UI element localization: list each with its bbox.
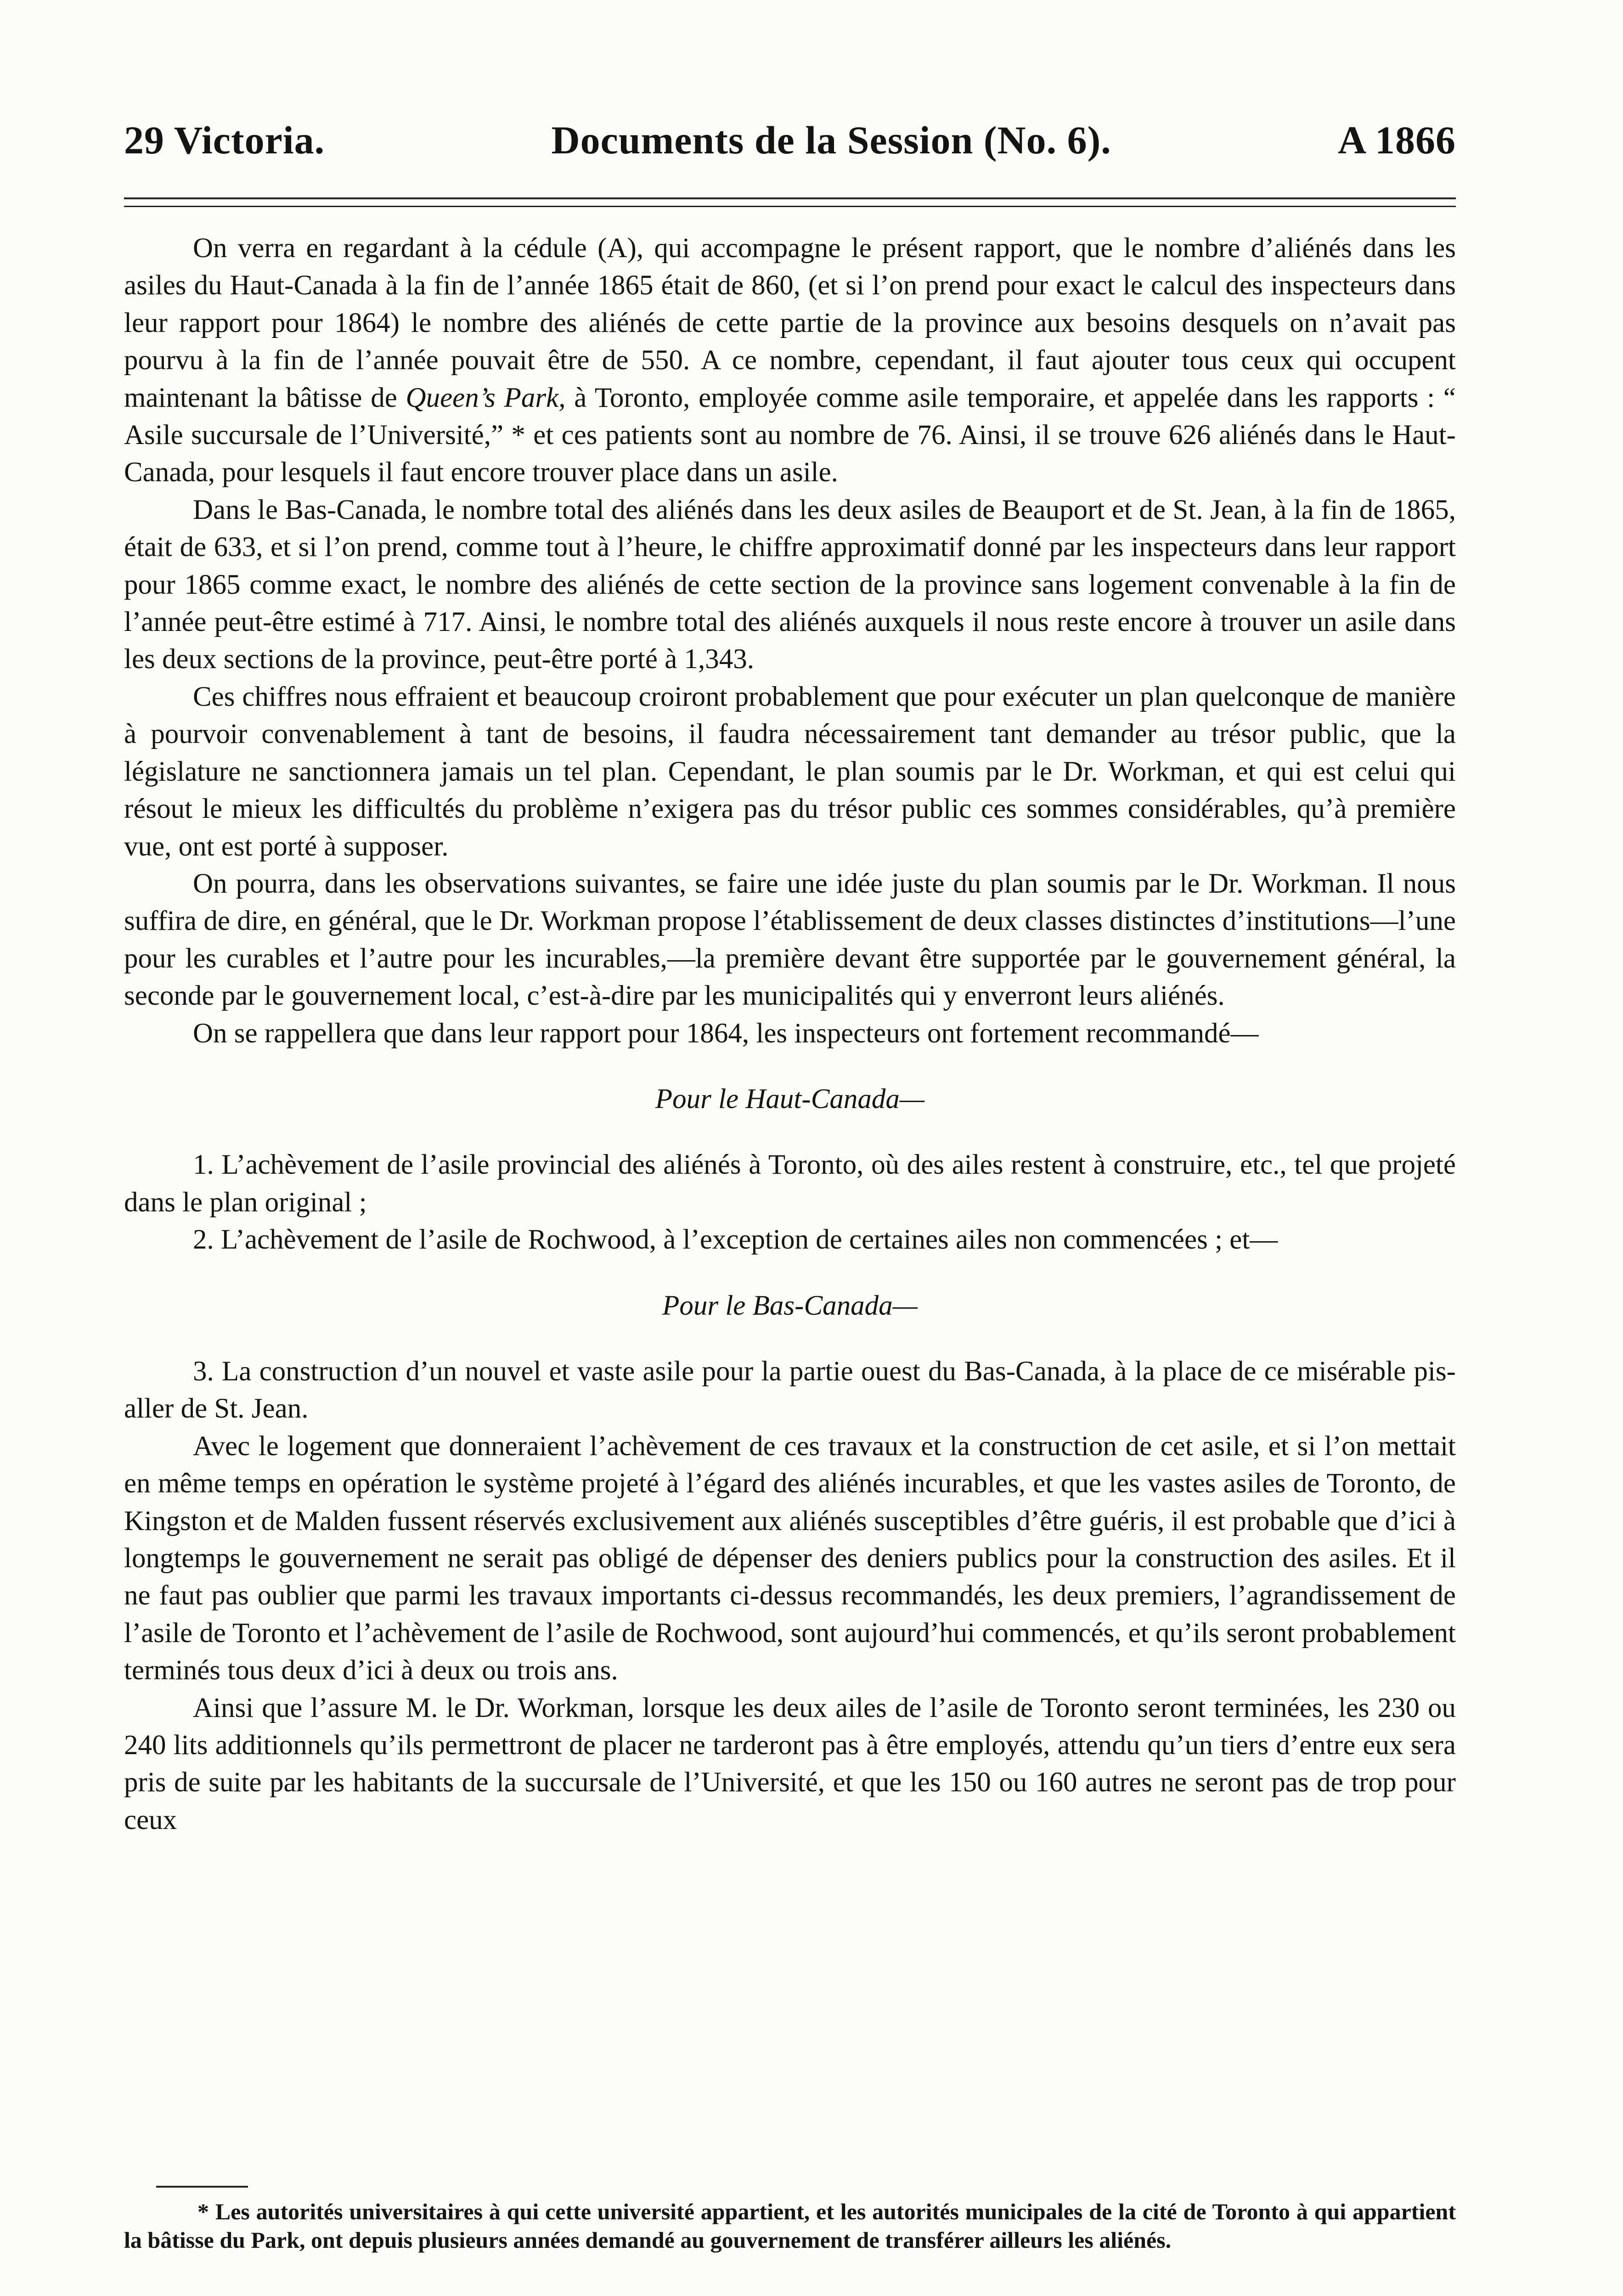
paragraph-1-italic: Queen’s Park,: [406, 382, 566, 413]
header-year: A 1866: [1338, 118, 1456, 162]
list-item-2: 2. L’achèvement de l’asile de Rochwood, à l’exception de certaines ailes non commencées ; et—: [193, 1224, 1278, 1255]
paragraph-3: Ces chiffres nous effraient et beaucoup croiront probablement que pour exécuter un plan quelconque de manière à pourvoir convenablement à tant de besoins, il faudra nécessairement tant demander au trésor public, que la législature ne sanctionnera jamais un tel plan. Cependant, le plan soumis par le Dr. Workman, et qui est celui qui résout le mieux les difficultés du problème n’exigera pas du trésor public ces sommes considérables, qu’à première vue, ont est porté à supposer.: [124, 681, 1456, 862]
heading-haut-canada: Pour le Haut-Canada—: [655, 1083, 925, 1114]
body-text: [124, 230, 1456, 1839]
paragraph-6: Avec le logement que donneraient l’achèvement de ces travaux et la construction de cet asile, et si l’on mettait en même temps en opération le système projeté à l’égard des aliénés incurables, et que les vastes asiles de Toronto, de Kingston et de Malden fussent réservés exclusivement aux aliénés susceptibles d’être guéris, il est probable que d’ici à longtemps le gouvernement ne serait pas obligé de dépenser des deniers publics pour la construction des asiles. Et il ne faut pas oublier que parmi les travaux importants ci-dessus recommandés, les deux premiers, l’agrandissement de l’asile de Toronto et l’achèvement de l’asile de Rochwood, sont aujourd’hui commencés, et qu’ils seront probablement terminés tous deux d’ici à deux ou trois ans.: [124, 1430, 1456, 1686]
footnote: [124, 2197, 1456, 2254]
header-session-year: 29 Victoria.: [124, 118, 325, 162]
header-rule-top: [124, 197, 1456, 199]
paragraph-7: Ainsi que l’assure M. le Dr. Workman, lorsque les deux ailes de l’asile de Toronto seront terminées, les 230 ou 240 lits additionnels qu’ils permettront de placer ne tarderont pas à être employés, attendu qu’un tiers d’entre eux sera pris de suite par les habitants de la succursale de l’Université, et que les 150 ou 160 autres ne seront pas de trop pour ceux: [124, 1692, 1456, 1835]
list-item-1: 1. L’achèvement de l’asile provincial des aliénés à Toronto, où des ailes restent à construire, etc., tel que projeté dans le plan original ;: [124, 1149, 1456, 1218]
header-document-title: Documents de la Session (No. 6).: [551, 118, 1111, 162]
heading-bas-canada: Pour le Bas-Canada—: [662, 1290, 918, 1321]
footnote-text: * Les autorités universitaires à qui cette université appartient, et les autorités municipales de la cité de Toronto à qui appartient la bâtisse du Park, ont depuis plusieurs années demandé au gouvernement de transférer ailleurs les aliénés.: [124, 2199, 1456, 2253]
paragraph-5: On se rappellera que dans leur rapport pour 1864, les inspecteurs ont fortement recommandé—: [193, 1018, 1259, 1049]
paragraph-1-part-b: à Toronto, employée comme asile temporaire, et appelée dans les rapports : “ Asile succursale de l’Université,” * et ces patients sont au nombre de 76. Ainsi, il se trouve 626 aliénés dans le Haut-Canada, pour lesquels il faut encore trouver place dans un asile.: [124, 382, 1456, 488]
paragraph-2: Dans le Bas-Canada, le nombre total des aliénés dans les deux asiles de Beauport et de St. Jean, à la fin de 1865, était de 633, et si l’on prend, comme tout à l’heure, le chiffre approximatif donné par les inspecteurs dans leur rapport pour 1865 comme exact, le nombre des aliénés de cette section de la province sans logement convenable à la fin de l’année peut-être estimé à 717. Ainsi, le nombre total des aliénés auxquels il nous reste encore à trouver un asile dans les deux sections de la province, peut-être porté à 1,343.: [124, 494, 1456, 675]
header-rule-bottom: [124, 206, 1456, 207]
running-header: [124, 117, 1456, 168]
list-item-3: 3. La construction d’un nouvel et vaste asile pour la partie ouest du Bas-Canada, à la place de ce misérable pis-aller de St. Jean.: [124, 1356, 1456, 1424]
paragraph-1-part-a: On verra en regardant à la cédule (A), qui accompagne le présent rapport, que le nombre d’aliénés dans les asiles du Haut-Canada à la fin de l’année 1865 était de 860, (et si l’on prend pour exact le calcul des inspecteurs dans leur rapport pour 1864) le nombre des aliénés de cette partie de la province aux besoins desquels on n’avait pas pourvu à la fin de l’année pouvait être de 550. A ce nombre, cependant, il faut ajouter tous ceux qui occupent maintenant la bâtisse de: [124, 233, 1456, 413]
paragraph-1: [124, 230, 1456, 491]
paragraph-4: On pourra, dans les observations suivantes, se faire une idée juste du plan soumis par le Dr. Workman. Il nous suffira de dire, en général, que le Dr. Workman propose l’établissement de deux classes distinctes d’institutions—l’une pour les curables et l’autre pour les incurables,—la première devant être supportée par le gouvernement général, la seconde par le gouvernement local, c’est-à-dire par les municipalités qui y enverront leurs aliénés.: [124, 868, 1456, 1012]
footnote-rule: [156, 2186, 248, 2188]
